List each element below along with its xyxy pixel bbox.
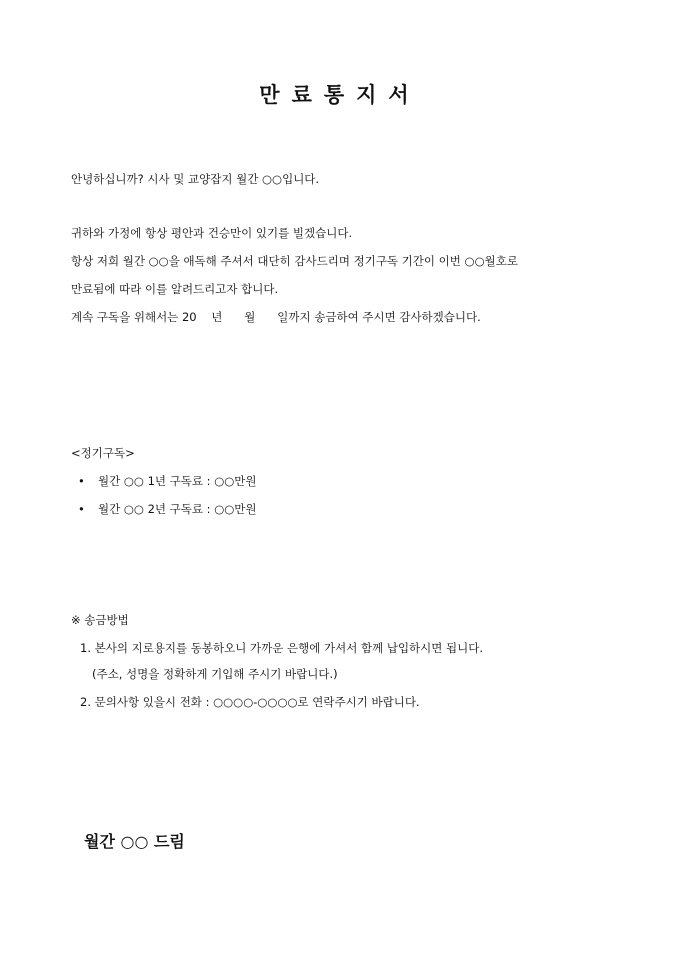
payment-step-1: 1. 본사의 지로용지를 동봉하오니 가까운 은행에 가셔서 함께 납입하시면 됩니다.: [80, 641, 484, 655]
body-line-3: 만료됨에 따라 이를 알려드리고자 합니다.: [71, 282, 279, 296]
subscription-item-label: 월간 ○○ 1년 구독료 : ○○만원: [98, 474, 257, 488]
subscription-item-label: 월간 ○○ 2년 구독료 : ○○만원: [98, 502, 257, 516]
subscription-item-2yr: [78, 501, 256, 517]
body-line-2: 항상 저희 월간 ○○을 애독해 주셔서 대단히 감사드리며 정기구독 기간이 이번 ○○월호로: [71, 254, 518, 268]
bullet-icon: •: [78, 474, 85, 488]
body-line-4: 계속 구독을 위해서는 20 년 월 일까지 송금하여 주시면 감사하겠습니다.: [71, 310, 481, 324]
subscription-item-1yr: [78, 473, 256, 489]
document-title: 만료통지서: [259, 82, 421, 107]
subscription-heading: <정기구독>: [71, 446, 135, 460]
payment-step-2: 2. 문의사항 있을시 전화 : ○○○○-○○○○로 연락주시기 바랍니다.: [80, 695, 420, 709]
signature: 월간 ○○ 드림: [84, 832, 185, 851]
bullet-icon: •: [78, 502, 85, 516]
payment-step-1-note: (주소, 성명을 정확하게 기입해 주시기 바랍니다.): [92, 667, 338, 681]
greeting-text: 안녕하십니까? 시사 및 교양잡지 월간 ○○입니다.: [71, 172, 320, 186]
body-line-1: 귀하와 가정에 항상 평안과 건승만이 있기를 빌겠습니다.: [71, 226, 353, 240]
payment-heading: ※ 송금방법: [71, 613, 129, 627]
